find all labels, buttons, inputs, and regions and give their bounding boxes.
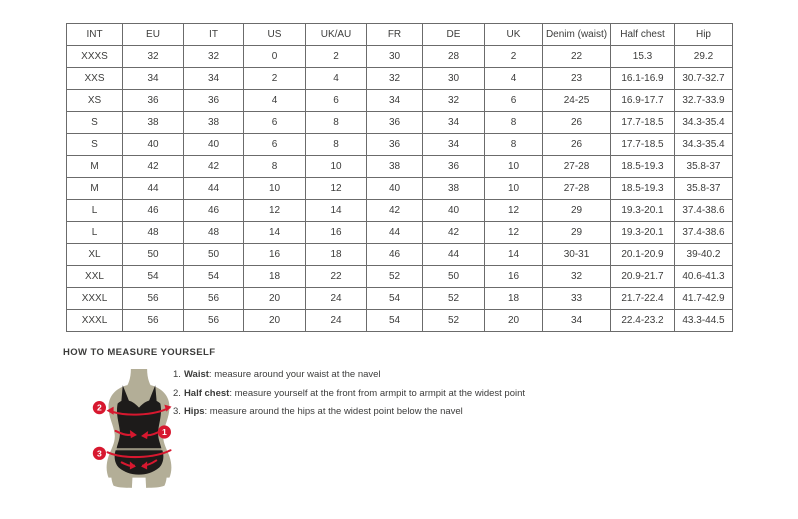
size-value-cell: 39-40.2 [675,244,733,266]
size-row [67,288,733,310]
size-row [67,68,733,90]
size-value-cell: 36 [367,134,423,156]
size-value-cell: 32.7-33.9 [675,90,733,112]
size-value-cell: 8 [244,156,306,178]
size-value-cell: 16 [306,222,367,244]
size-value-cell: 52 [423,310,485,332]
size-row [67,266,733,288]
size-value-cell: 22 [306,266,367,288]
column-header: Half chest [611,24,675,46]
size-value-cell: 26 [543,112,611,134]
size-value-cell: 18.5-19.3 [611,156,675,178]
size-value-cell: 34 [367,90,423,112]
instruction-half-chest [173,389,525,399]
size-value-cell: 56 [184,288,244,310]
column-header: FR [367,24,423,46]
size-row [67,244,733,266]
size-value-cell: 32 [423,90,485,112]
size-value-cell: 35.8-37 [675,178,733,200]
size-value-cell: 52 [423,288,485,310]
size-chart-table [66,23,733,332]
size-value-cell: 50 [184,244,244,266]
size-value-cell: 42 [123,156,184,178]
marker-half-chest [93,401,106,414]
size-value-cell: 16.9-17.7 [611,90,675,112]
size-value-cell: 40 [423,200,485,222]
size-value-cell: 36 [184,90,244,112]
size-row [67,90,733,112]
size-row [67,178,733,200]
size-label-cell: XS [67,90,123,112]
size-label-cell: XXXL [67,310,123,332]
size-value-cell: 18.5-19.3 [611,178,675,200]
size-value-cell: 30.7-32.7 [675,68,733,90]
column-header: Hip [675,24,733,46]
size-value-cell: 12 [306,178,367,200]
size-value-cell: 0 [244,46,306,68]
size-value-cell: 56 [123,310,184,332]
column-header: Denim (waist) [543,24,611,46]
size-value-cell: 20 [244,310,306,332]
instruction-number: 3. [173,406,181,417]
size-value-cell: 16 [485,266,543,288]
size-value-cell: 12 [485,200,543,222]
size-value-cell: 6 [244,134,306,156]
column-header: UK/AU [306,24,367,46]
size-value-cell: 26 [543,134,611,156]
instruction-number: 1. [173,369,181,380]
size-value-cell: 14 [485,244,543,266]
size-value-cell: 10 [485,156,543,178]
instruction-label: Waist [183,369,209,380]
size-value-cell: 34 [123,68,184,90]
size-value-cell: 52 [367,266,423,288]
size-value-cell: 27-28 [543,156,611,178]
svg-text:3: 3 [97,448,102,459]
size-value-cell: 46 [367,244,423,266]
size-value-cell: 18 [244,266,306,288]
size-value-cell: 32 [543,266,611,288]
size-value-cell: 42 [367,200,423,222]
size-value-cell: 40 [184,134,244,156]
instruction-number: 2. [173,387,181,399]
size-value-cell: 23 [543,68,611,90]
size-value-cell: 32 [123,46,184,68]
size-value-cell: 2 [485,46,543,68]
size-value-cell: 15.3 [611,46,675,68]
size-value-cell: 16 [244,244,306,266]
size-row [67,310,733,332]
size-value-cell: 44 [367,222,423,244]
size-value-cell: 48 [123,222,184,244]
size-value-cell: 10 [485,178,543,200]
section-heading: HOW TO MEASURE YOURSELF [63,347,216,358]
size-value-cell: 2 [306,46,367,68]
size-value-cell: 42 [423,222,485,244]
size-value-cell: 14 [306,200,367,222]
size-value-cell: 24-25 [543,90,611,112]
size-value-cell: 44 [423,244,485,266]
size-value-cell: 14 [244,222,306,244]
size-value-cell: 6 [485,90,543,112]
size-value-cell: 34 [423,112,485,134]
size-row [67,200,733,222]
size-value-cell: 56 [123,288,184,310]
size-value-cell: 24 [306,310,367,332]
size-value-cell: 37.4-38.6 [675,222,733,244]
size-value-cell: 30 [367,46,423,68]
size-value-cell: 54 [123,266,184,288]
size-chart-body [67,46,733,332]
size-value-cell: 12 [244,200,306,222]
size-value-cell: 16.1-16.9 [611,68,675,90]
size-value-cell: 34.3-35.4 [675,134,733,156]
column-header: IT [184,24,244,46]
size-value-cell: 6 [306,90,367,112]
instruction-hips [173,407,525,417]
size-value-cell: 50 [123,244,184,266]
instruction-text: : measure around your waist at the navel [208,369,381,380]
size-label-cell: XL [67,244,123,266]
size-value-cell: 32 [184,46,244,68]
svg-text:1: 1 [161,427,167,438]
size-row [67,46,733,68]
size-value-cell: 8 [306,134,367,156]
size-value-cell: 10 [306,156,367,178]
instruction-text: : measure around the hips at the widest point below the navel [204,406,463,417]
svg-text:2: 2 [97,402,102,413]
size-value-cell: 42 [184,156,244,178]
size-value-cell: 41.7-42.9 [675,288,733,310]
size-label-cell: XXXS [67,46,123,68]
size-label-cell: M [67,178,123,200]
size-value-cell: 30 [423,68,485,90]
size-value-cell: 20.1-20.9 [611,244,675,266]
size-label-cell: M [67,156,123,178]
column-header: UK [485,24,543,46]
size-label-cell: XXXL [67,288,123,310]
size-value-cell: 46 [123,200,184,222]
size-row [67,156,733,178]
size-value-cell: 4 [306,68,367,90]
size-value-cell: 33 [543,288,611,310]
size-value-cell: 27-28 [543,178,611,200]
size-value-cell: 19.3-20.1 [611,222,675,244]
size-value-cell: 50 [423,266,485,288]
size-value-cell: 36 [367,112,423,134]
size-value-cell: 29 [543,222,611,244]
size-value-cell: 36 [123,90,184,112]
how-to-measure-section [63,347,743,507]
size-value-cell: 20.9-21.7 [611,266,675,288]
column-header: US [244,24,306,46]
size-value-cell: 6 [244,112,306,134]
size-value-cell: 37.4-38.6 [675,200,733,222]
size-value-cell: 38 [367,156,423,178]
size-label-cell: L [67,222,123,244]
size-value-cell: 21.7-22.4 [611,288,675,310]
size-label-cell: S [67,134,123,156]
size-value-cell: 44 [184,178,244,200]
size-value-cell: 4 [485,68,543,90]
instruction-text: : measure yourself at the front from armpit to armpit at the widest point [229,387,526,399]
size-row [67,112,733,134]
size-value-cell: 38 [184,112,244,134]
size-value-cell: 22.4-23.2 [611,310,675,332]
size-value-cell: 10 [244,178,306,200]
size-value-cell: 34 [543,310,611,332]
size-value-cell: 34.3-35.4 [675,112,733,134]
size-label-cell: XXS [67,68,123,90]
size-value-cell: 54 [184,266,244,288]
size-value-cell: 36 [423,156,485,178]
size-value-cell: 24 [306,288,367,310]
size-value-cell: 40 [123,134,184,156]
size-value-cell: 19.3-20.1 [611,200,675,222]
instruction-waist [173,370,525,380]
size-value-cell: 56 [184,310,244,332]
size-value-cell: 4 [244,90,306,112]
size-value-cell: 12 [485,222,543,244]
size-value-cell: 35.8-37 [675,156,733,178]
size-value-cell: 8 [485,112,543,134]
size-value-cell: 34 [184,68,244,90]
size-value-cell: 8 [306,112,367,134]
size-value-cell: 20 [244,288,306,310]
size-value-cell: 18 [485,288,543,310]
size-row [67,222,733,244]
marker-hips [93,447,106,460]
size-value-cell: 20 [485,310,543,332]
size-value-cell: 38 [423,178,485,200]
size-value-cell: 28 [423,46,485,68]
column-header: DE [423,24,485,46]
size-value-cell: 44 [123,178,184,200]
size-value-cell: 54 [367,310,423,332]
column-header: EU [123,24,184,46]
size-label-cell: S [67,112,123,134]
size-value-cell: 40.6-41.3 [675,266,733,288]
instruction-label: Half chest [183,387,230,399]
size-value-cell: 29 [543,200,611,222]
size-value-cell: 2 [244,68,306,90]
size-value-cell: 30-31 [543,244,611,266]
size-label-cell: XXL [67,266,123,288]
size-value-cell: 46 [184,200,244,222]
size-label-cell: L [67,200,123,222]
size-value-cell: 8 [485,134,543,156]
size-row [67,134,733,156]
size-value-cell: 48 [184,222,244,244]
size-value-cell: 22 [543,46,611,68]
size-value-cell: 17.7-18.5 [611,112,675,134]
marker-waist [158,425,171,438]
size-value-cell: 32 [367,68,423,90]
instruction-label: Hips [183,406,205,417]
size-chart-header-row [67,24,733,46]
instructions-list [173,370,525,426]
size-value-cell: 17.7-18.5 [611,134,675,156]
size-value-cell: 34 [423,134,485,156]
size-value-cell: 54 [367,288,423,310]
size-value-cell: 38 [123,112,184,134]
size-value-cell: 18 [306,244,367,266]
size-value-cell: 29.2 [675,46,733,68]
size-value-cell: 43.3-44.5 [675,310,733,332]
size-value-cell: 40 [367,178,423,200]
column-header: INT [67,24,123,46]
